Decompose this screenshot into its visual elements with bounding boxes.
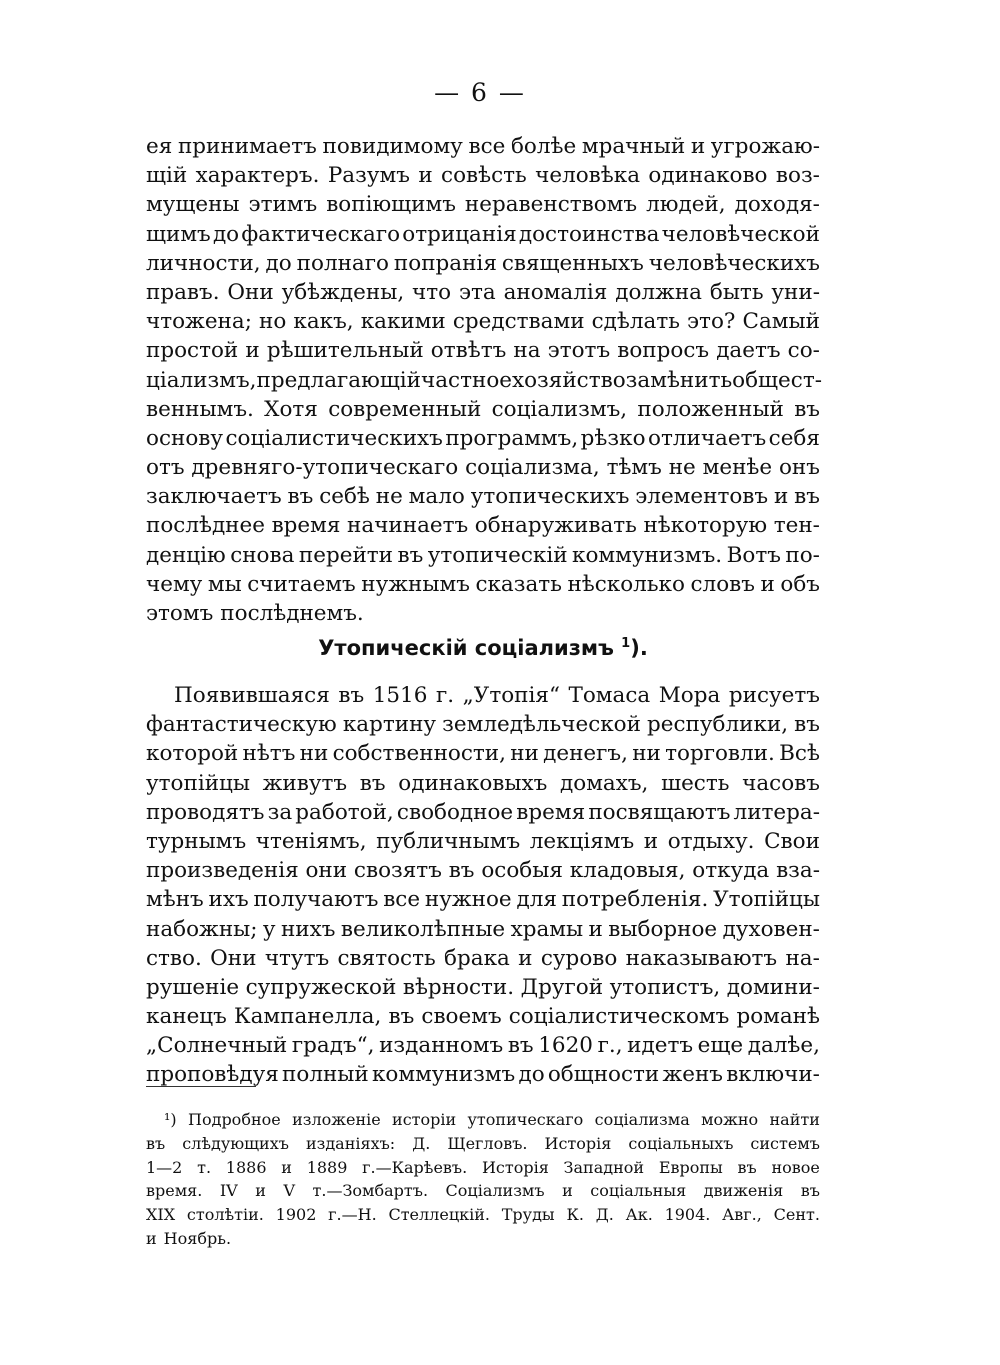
text-line: отъ древняго-утопическаго соціализма, тѣмъ не менѣе онъ [146,455,820,481]
text-line: проводятъ за работой, свободное время посвящаютъ литера- [146,799,820,825]
paragraph-1 [146,132,820,628]
text-line: Появившаяся въ 1516 г. „Утопія“ Томаса Мора рисуетъ [174,683,820,708]
text-line: щій характеръ. Разумъ и совѣсть человѣка одинаково воз- [146,163,820,189]
text-line: щимъ до фактическаго отрицанія достоинства человѣческой [146,221,820,247]
footnote-line: время. IV и V т.—Зомбартъ. Соціализмъ и соціальныя движенія въ [146,1181,820,1201]
text-line: денцію снова перейти въ утопическій коммунизмъ. Вотъ по- [146,542,820,568]
text-line: правъ. Они убѣждены, что эта аномалія должна быть уни- [146,279,820,305]
text-line: ея принимаетъ повидимому все болѣе мрачный и угрожаю- [146,134,820,159]
text-line: проповѣдуя полный коммунизмъ до общности женъ включи- [146,1062,820,1088]
text-line: веннымъ. Хотя современный соціализмъ, положенный въ [146,396,820,422]
text-line: чему мы считаемъ нужнымъ сказать нѣсколько словъ и объ [146,571,820,597]
footnote-line: XIX столѣтіи. 1902 г.—Н. Стеллецкій. Труды К. Д. Ак. 1904. Авг., Сент. [146,1205,820,1225]
paragraph-2 [146,681,820,1090]
text-line: основу соціалистическихъ программъ, рѣзко отличаетъ себя [146,425,820,451]
footnote-reference-number: 1 [621,636,631,651]
text-line: рушеніе супружеской вѣрности. Другой утопистъ, домини- [146,974,820,1000]
text-line: этомъ послѣднемъ. [146,601,364,626]
footnote [146,1108,820,1251]
section-heading-trailing: ). [630,636,648,660]
text-line: которой нѣтъ ни собственности, ни денегъ, ни торговли. Всѣ [146,741,820,767]
text-line: набожны; у нихъ великолѣпные храмы и выборное духовен- [146,916,820,942]
footnote-line: ¹) Подробное изложеніе исторіи утопическаго соціализма можно найти [164,1110,820,1129]
text-line: турнымъ чтеніямъ, публичнымъ лекціямъ и отдыху. Свои [146,828,820,854]
text-line: произведенія они свозятъ въ особыя кладовыя, откуда вза- [146,858,820,884]
text-line: мущены этимъ вопіющимъ неравенствомъ людей, доходя- [146,192,820,218]
text-line: канецъ Кампанелла, въ своемъ соціалистическомъ романѣ [146,1004,820,1030]
text-line: мѣнъ ихъ получаютъ все нужное для потребленія. Утопійцы [146,887,820,913]
text-line: „Солнечный градъ“, изданномъ въ 1620 г., идетъ еще далѣе, [146,1033,820,1059]
text-line: фантастическую картину земледѣльческой республики, въ [146,712,820,738]
section-heading-title: Утопическій соціализмъ [318,636,614,660]
text-line: ство. Они чтутъ святость брака и сурово наказываютъ на- [146,945,820,971]
text-line: заключаетъ въ себѣ не мало утопическихъ элементовъ и въ [146,484,820,510]
text-line: ціализмъ, предлагающій частное хозяйство замѣнить общест- [146,367,822,393]
section-heading [146,633,820,663]
footnote-divider [146,1086,256,1087]
text-line: утопійцы живутъ въ одинаковыхъ домахъ, шесть часовъ [146,770,820,796]
text-line: личности, до полнаго попранія священныхъ человѣческихъ [146,250,820,276]
footnote-line: въ слѣдующихъ изданіяхъ: Д. Щегловъ. Исторія соціальныхъ системъ [146,1133,820,1153]
footnote-line: 1—2 т. 1886 и 1889 г.—Карѣевъ. Исторія Западной Европы въ новое [146,1157,820,1177]
text-line: послѣднее время начинаетъ обнаруживать нѣкоторую тен- [146,513,820,539]
footnote-reference[interactable] [621,636,630,660]
footnote-line: и Ноябрь. [146,1228,232,1248]
page-number: — 6 — [434,78,526,107]
text-line: чтожена; но какъ, какими средствами сдѣлать это? Самый [146,309,820,335]
text-line: простой и рѣшительный отвѣтъ на этотъ вопросъ даетъ со- [146,338,820,364]
